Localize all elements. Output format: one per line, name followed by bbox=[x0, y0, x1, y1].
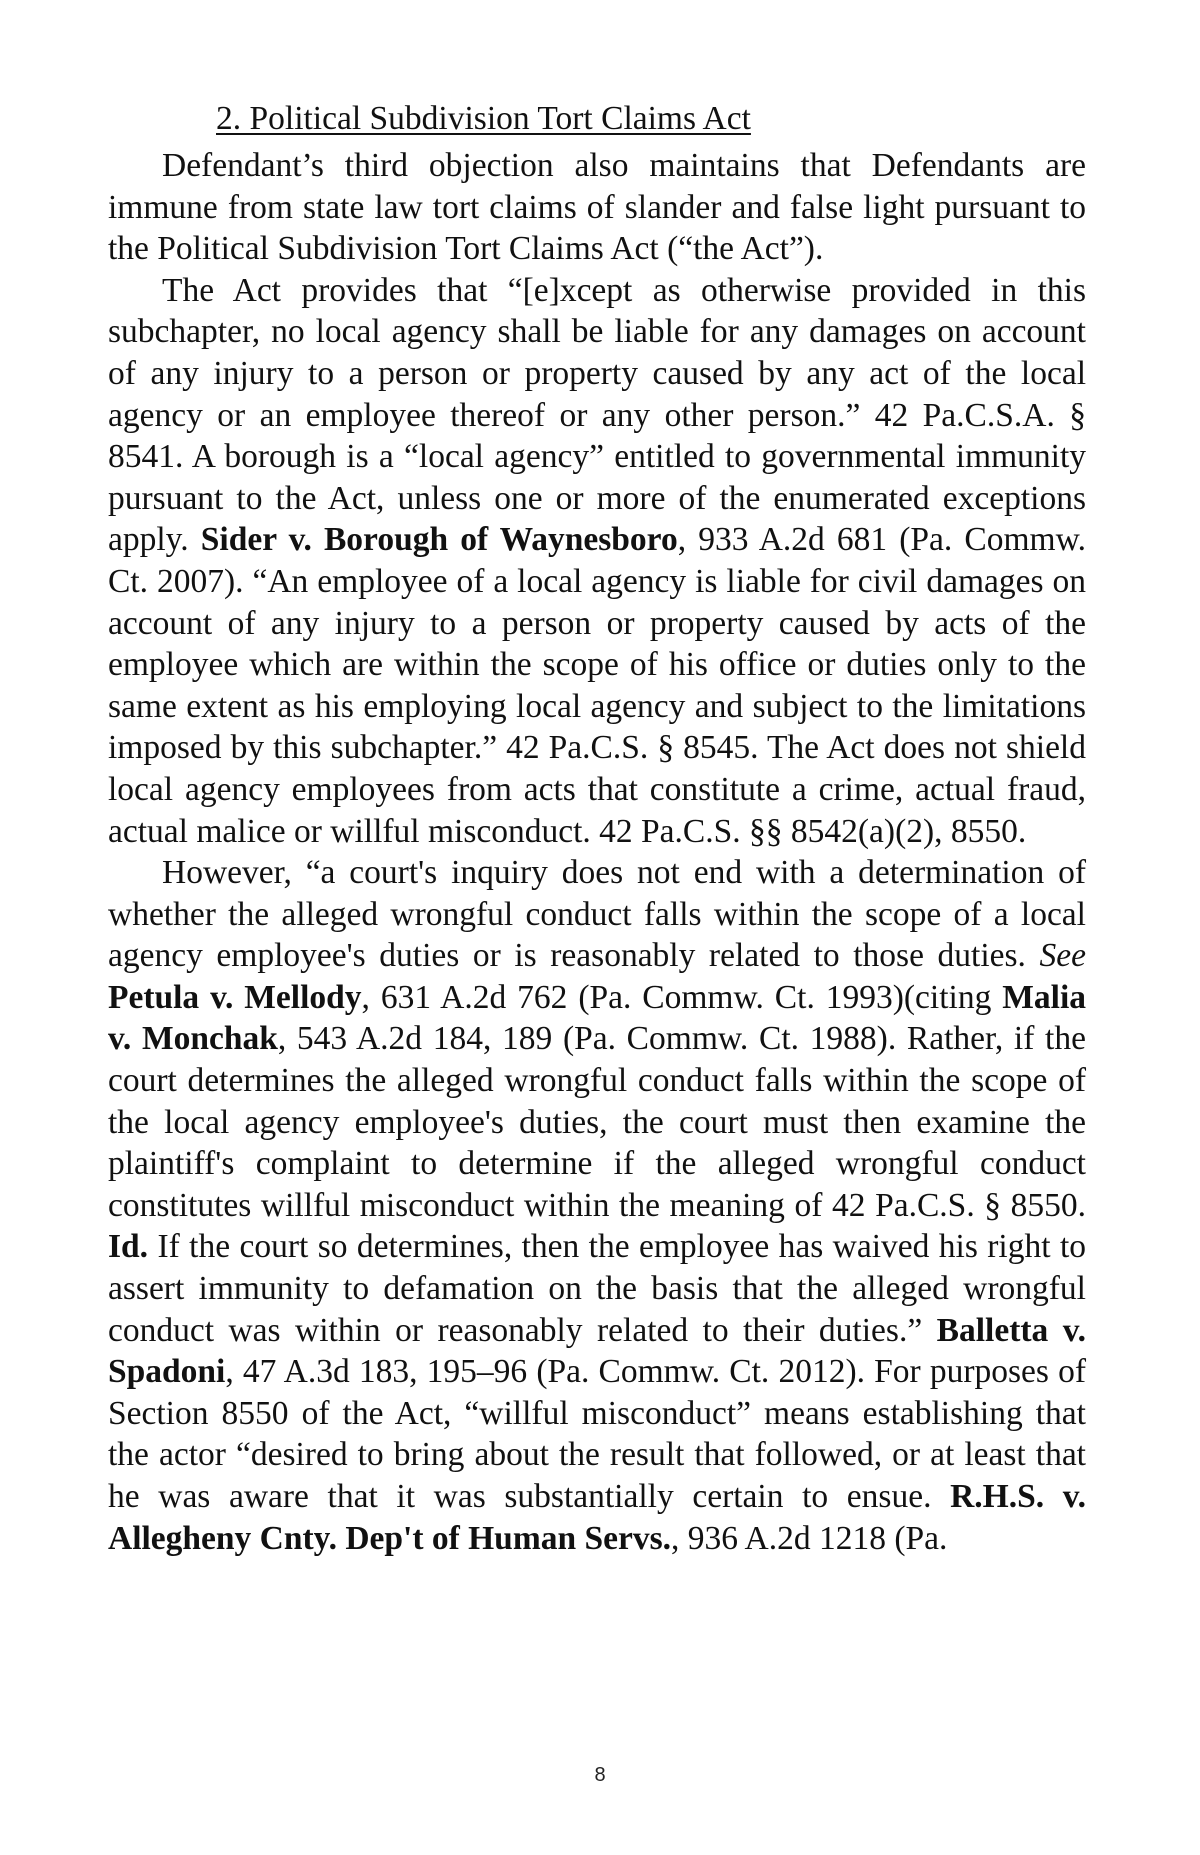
signal-see: See bbox=[1039, 937, 1086, 975]
paragraph-objection-text: Defendant’s third objection also maintains that Defendants are immune from state law tort claims of slander and false light pursuant to the Political Subdivision Tort Claims Act (“the Act”). bbox=[108, 147, 1086, 268]
text-segment: If the court so determines, then the employee has waived his right to assert immunity to defamation on the basis that the alleged wrongful conduct was within or reasonably related to their duties.” bbox=[108, 1228, 1086, 1349]
page-number: 8 bbox=[594, 1764, 606, 1786]
text-segment: However, “a court's inquiry does not end with a determination of whether the alleged wrongful conduct falls within the scope of a local agency employee's duties or is reasonably related to those duties. bbox=[108, 854, 1086, 975]
text-segment: The Act provides that “[e]xcept as otherwise provided in this subchapter, no local agency shall be liable for any damages on account of any injury to a person or property caused by any act of the local agency or an employee thereof or any other person.” 42 Pa.C.S.A. § 8541. A borough is a “local agency” entitled to governmental immunity pursuant to the Act, unless one or more of the enumerated exceptions apply. bbox=[108, 271, 1086, 559]
section-heading: 2. Political Subdivision Tort Claims Act bbox=[216, 100, 751, 137]
text-segment: , 47 A.3d 183, 195–96 (Pa. Commw. Ct. 2012). For purposes of Section 8550 of the Act, “willful misconduct” means establishing that the actor “desired to bring about the result that followed, or at least that he was aware that it was substantially certain to ensue. bbox=[108, 1353, 1086, 1515]
paragraph-court-inquiry bbox=[108, 852, 1086, 1559]
text-segment: , 933 A.2d 681 (Pa. Commw. Ct. 2007). “An employee of a local agency is liable for civil damages on account of any injury to a person or property caused by acts of the employee which are within the scope of his office or duties only to the same extent as his employing local agency and subject to the limitations imposed by this subchapter.” 42 Pa.C.S. § 8545. The Act does not shield local agency employees from acts that constitute a crime, actual fraud, actual malice or willful misconduct. 42 Pa.C.S. §§ 8542(a)(2), 8550. bbox=[108, 521, 1086, 850]
case-citation-petula: Petula v. Mellody bbox=[108, 978, 362, 1016]
case-citation-rhs: R.H.S. v. Allegheny Cnty. Dep't of Human Servs. bbox=[108, 1478, 1086, 1557]
case-citation-malia: Malia v. Monchak bbox=[108, 978, 1086, 1058]
citation-id: Id. bbox=[108, 1228, 149, 1266]
paragraph-act-provisions bbox=[108, 270, 1086, 852]
text-segment: , 936 A.2d 1218 (Pa. bbox=[671, 1519, 948, 1557]
text-segment: , 543 A.2d 184, 189 (Pa. Commw. Ct. 1988). Rather, if the court determines the alleged wrongful conduct falls within the scope of the local agency employee's duties, the court must then examine the plaintiff's complaint to determine if the alleged wrongful conduct constitutes willful misconduct within the meaning of 42 Pa.C.S. § 8550. bbox=[108, 1020, 1086, 1224]
case-citation-balletta: Balletta v. Spadoni bbox=[108, 1311, 1087, 1391]
case-citation-sider: Sider v. Borough of Waynesboro bbox=[200, 521, 678, 559]
paragraph-objection bbox=[108, 145, 1086, 270]
text-segment: , 631 A.2d 762 (Pa. Commw. Ct. 1993)(citing bbox=[361, 978, 1003, 1016]
document-page bbox=[108, 98, 1086, 1559]
